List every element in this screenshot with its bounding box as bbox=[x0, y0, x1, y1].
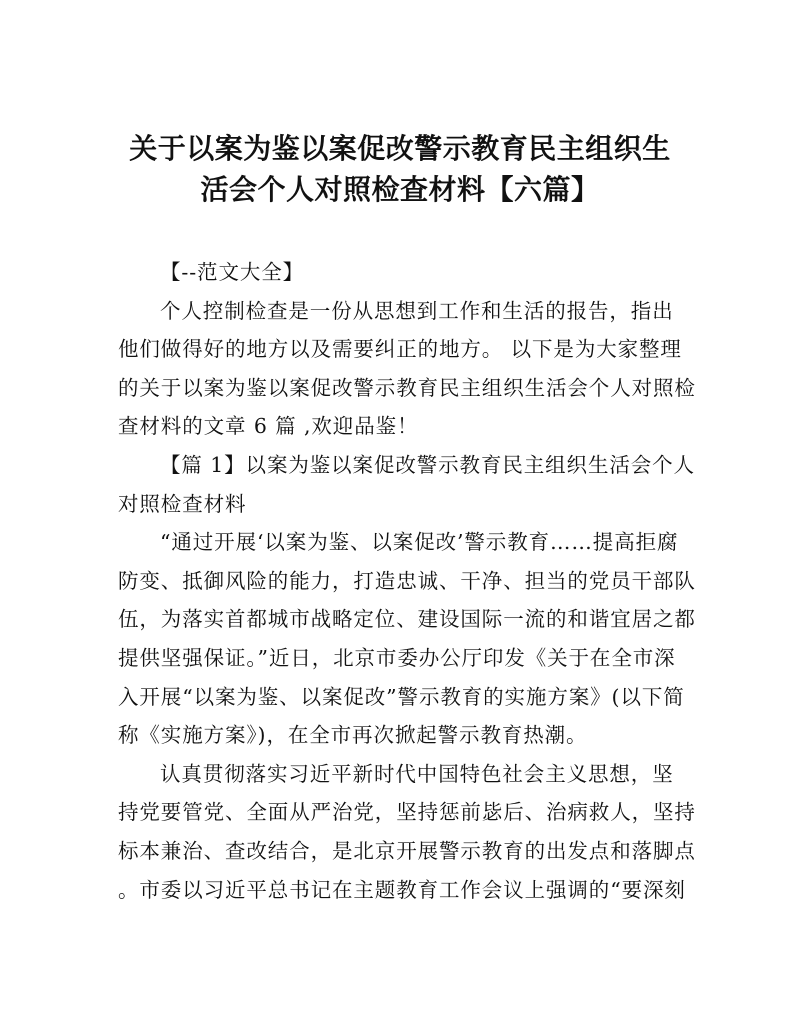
body-line: 称《实施方案》)，在全市再次掀起警示教育热潮。 bbox=[118, 723, 588, 748]
body-line: 提供坚强保证。”近日，北京市委办公厅印发《关于在全市深 bbox=[118, 645, 676, 670]
body-line: “通过开展‘以案为鉴、以案促改’警示教育……提高拒腐 bbox=[160, 530, 679, 555]
body-line: 他们做得好的地方以及需要纠正的地方。 以下是为大家整理 bbox=[118, 337, 682, 362]
title-line: 关于以案为鉴以案促改警示教育民主组织生 bbox=[129, 132, 671, 165]
body-line: 防变、抵御风险的能力，打造忠诚、干净、担当的党员干部队 bbox=[118, 568, 696, 593]
body-line: 查材料的文章 6 篇 ,欢迎品鉴！ bbox=[118, 414, 419, 439]
body-line: 。市委以习近平总书记在主题教育工作会议上强调的“要深刻 bbox=[118, 877, 686, 902]
body-line: 持党要管党、全面从严治党，坚持惩前毖后、治病救人，坚持 bbox=[118, 800, 696, 825]
body-line: 【--范文大全】 bbox=[160, 260, 305, 284]
body-line: 认真贯彻落实习近平新时代中国特色社会主义思想，坚 bbox=[160, 761, 674, 786]
document-title bbox=[110, 128, 690, 210]
body-line: 的关于以案为鉴以案促改警示教育民主组织生活会个人对照检 bbox=[118, 375, 696, 400]
body-line: 【篇 1】以案为鉴以案促改警示教育民主组织生活会个人 bbox=[160, 452, 695, 477]
title-line: 活会个人对照检查材料【六篇】 bbox=[200, 173, 600, 206]
body-line: 标本兼治、查改结合，是北京开展警示教育的出发点和落脚点 bbox=[118, 838, 696, 863]
body-line: 个人控制检查是一份从思想到工作和生活的报告，指出 bbox=[160, 298, 674, 323]
document-body bbox=[118, 253, 696, 909]
body-line: 伍，为落实首都城市战略定位、建设国际一流的和谐宜居之都 bbox=[118, 607, 696, 632]
body-line: 对照检查材料 bbox=[118, 491, 247, 516]
body-line: 入开展“以案为鉴、以案促改”警示教育的实施方案》(以下简 bbox=[118, 684, 685, 709]
